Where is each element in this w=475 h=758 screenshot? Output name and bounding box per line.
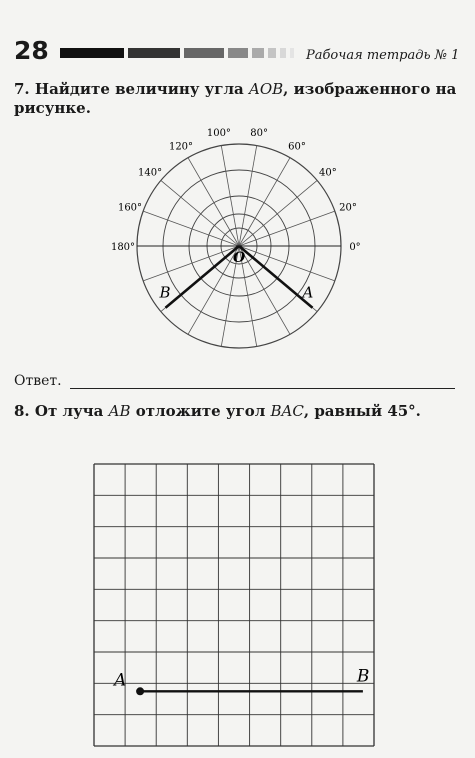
protractor-scale-label: 180° (110, 242, 136, 253)
task-7-text-after: , изображенного на рисунке. (14, 80, 457, 117)
protractor-scale-label: 0° (349, 242, 361, 253)
protractor-scale-label: 160° (117, 202, 143, 214)
answer-label: Ответ. (14, 373, 62, 389)
protractor-spoke (239, 246, 335, 281)
workbook-title: Рабочая тетрадь № 1 (306, 48, 460, 63)
header-bar (268, 48, 276, 58)
task-7-angle-name: AOB (249, 80, 284, 98)
header-bar (280, 48, 286, 58)
task-8-text-before: От луча (34, 402, 104, 420)
protractor-spoke (143, 211, 239, 246)
grid-figure[interactable] (88, 460, 383, 750)
header-bar (252, 48, 264, 58)
task-7-number: 7. (14, 80, 30, 98)
task-7-text (14, 80, 466, 118)
header-bar (128, 48, 180, 58)
center-label-o: O (233, 250, 246, 266)
protractor-spoke (161, 180, 239, 246)
header-bar (184, 48, 224, 58)
ray-ob (166, 246, 240, 308)
header-bar (228, 48, 248, 58)
task-8-ray-name: AB (108, 402, 131, 420)
header-decoration-bars (60, 46, 300, 60)
protractor-spoke (239, 211, 335, 246)
protractor-scale-label: 40° (319, 167, 337, 179)
task-8-text (14, 402, 466, 420)
point-label-b: B (159, 283, 171, 302)
protractor-scale-labels (111, 128, 361, 253)
answer-line[interactable] (70, 388, 455, 389)
protractor-scale-label: 20° (339, 202, 357, 214)
point-a-dot (136, 687, 144, 695)
protractor-spoke (143, 246, 239, 281)
protractor-scale-label: 100° (206, 127, 231, 139)
grid-point-label-a: A (114, 670, 127, 691)
task-8-angle-name: BAC (270, 402, 304, 420)
protractor-scale-label: 120° (168, 141, 194, 153)
protractor-scale-label: 140° (138, 167, 163, 179)
page-number: 28 (14, 36, 49, 65)
ray-oa (239, 246, 313, 308)
protractor-scale-label: 80° (250, 127, 268, 139)
protractor-figure (104, 126, 374, 366)
protractor-spoke (239, 180, 317, 246)
task-7-text-before: Найдите величину угла (34, 80, 244, 98)
header-bar (290, 48, 294, 58)
grid-lines (94, 464, 374, 746)
task-8-number: 8. (14, 402, 30, 420)
point-label-a: A (302, 283, 314, 302)
grid-point-label-b: B (356, 666, 370, 687)
task-8-text-middle: отложите угол (135, 402, 266, 420)
task-8-text-after: , равный 45°. (303, 402, 421, 420)
header-bar (60, 48, 124, 58)
protractor-scale-label: 60° (288, 141, 306, 153)
